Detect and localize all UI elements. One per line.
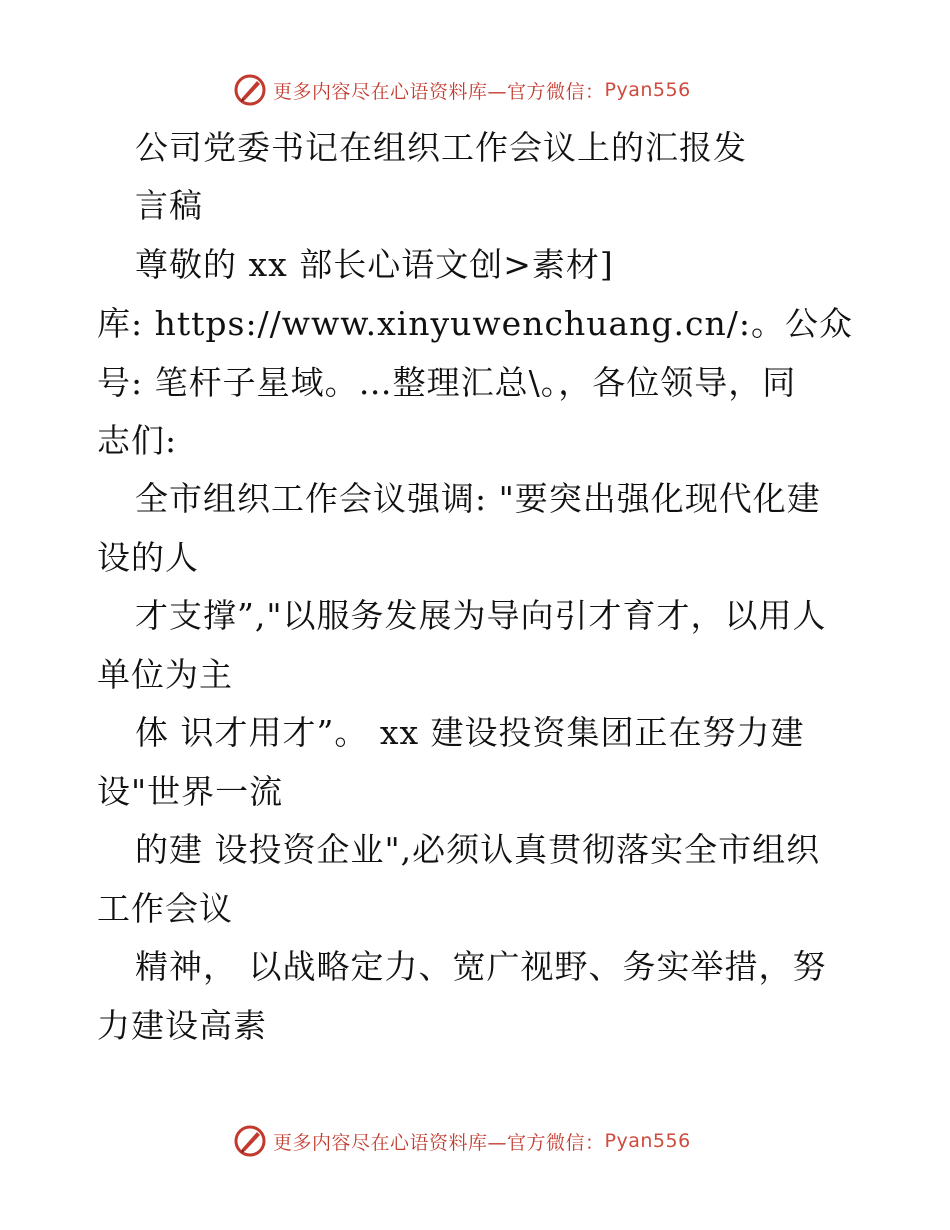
- watermark-footer: [233, 1123, 691, 1159]
- body-line: 工作会议: [97, 889, 233, 928]
- body-line: 设的人: [97, 538, 199, 577]
- title-line-1: 公司党委书记在组织工作会议上的汇报发: [135, 128, 747, 167]
- body-line: 的建 设投资企业",必须认真贯彻落实全市组织: [135, 830, 821, 869]
- watermark-wechat-id: Pyan556: [604, 1130, 691, 1152]
- body-line: 单位为主: [97, 655, 233, 694]
- quill-pen-seal-icon: [233, 1124, 267, 1158]
- body-line: 设"世界一流: [97, 772, 284, 811]
- body-line: 才支撑”,"以服务发展为导向引才育才，以用人: [135, 596, 827, 635]
- watermark-wechat-id: Pyan556: [604, 79, 691, 101]
- title-line-2: 言稿: [135, 186, 203, 225]
- quill-pen-seal-icon: [233, 73, 267, 107]
- body-line: 全市组织工作会议强调: "要突出强化现代化建: [135, 479, 821, 518]
- watermark-text: 更多内容尽在心语资料库—官方微信：: [273, 1131, 605, 1154]
- body-line: 力建设高素: [97, 1006, 267, 1045]
- body-line: 体 识才用才”。 xx 建设投资集团正在努力建: [135, 713, 805, 752]
- watermark-header: [233, 72, 691, 108]
- body-line: 尊敬的 xx 部长心语文创>素材]: [135, 245, 614, 284]
- body-line: 精神， 以战略定力、宽广视野、务实举措，努: [135, 947, 827, 986]
- body-line: 志们:: [97, 421, 178, 460]
- body-line: 库: https://www.xinyuwenchuang.cn/:。公众: [97, 304, 853, 343]
- body-line: 号: 笔杆子星域。…整理汇总\。，各位领导，同: [97, 363, 797, 402]
- watermark-text: 更多内容尽在心语资料库—官方微信：: [273, 80, 605, 103]
